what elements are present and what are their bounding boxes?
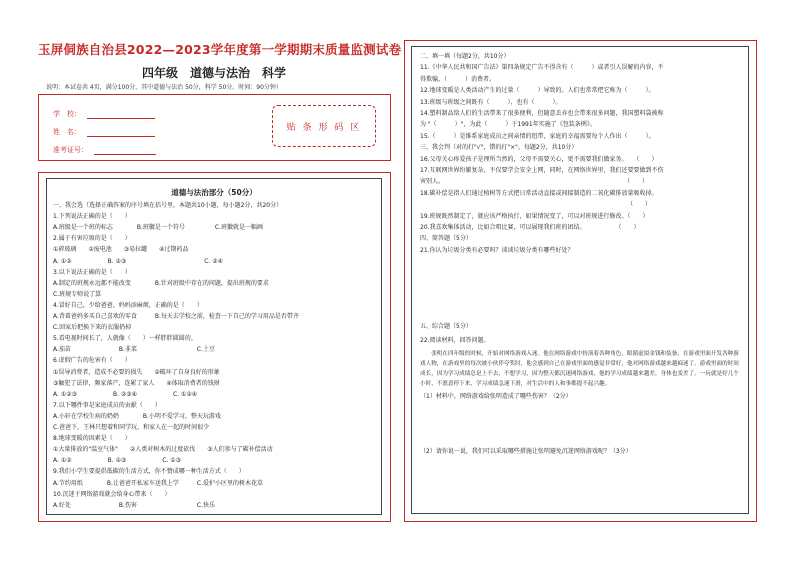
left-line: ③触犯了法律，频家落产，连累了家人 ④体取消费者的钱财 [53, 379, 220, 387]
left-line: A.茄苗 B.韭菜 C.土豆 [53, 346, 216, 354]
right-line: 15.（ ）是维系家庭成员之间亲情的纽带，家庭的幸福需要每个人作出（ ）。 [420, 132, 655, 140]
right-line: 12.地球变暖是人类活动产生的过量（ ）导致的。人们也常常把它称为（ ）。 [420, 87, 655, 95]
left-line: C.班规专师说了算 [53, 290, 102, 298]
left-line: 一、我会选（选择正确答案的序号填在括号里，本题共10小题，每小题2分，共20分） [53, 202, 283, 209]
barcode-area: 贴 条 形 码 区 [272, 105, 376, 147]
left-line: 9.我们小学生要提倡低碳的生活方式，你不赞成哪一种生活方式（ ） [53, 468, 245, 476]
left-line: 6.虚假广告的危害有（ ） [53, 357, 131, 365]
right-line: 害别人。 （ ） [420, 178, 649, 186]
school-field[interactable] [87, 110, 155, 119]
left-line: A.小轩在学校生病的奶奶 B.小明不爱学习，整天玩游戏 [53, 412, 221, 420]
left-panel [38, 172, 391, 522]
left-line: ①大量排放的"温室气体" ②人类对树木的过度砍伐 ③人们参与了碳补偿活动 [53, 446, 273, 454]
left-line: A.制定的班规永远都不能改变 B.针对班级中存在的问题，提出班规的要求 [53, 279, 269, 287]
section-title: 道德与法治部分（50分） [171, 188, 257, 197]
q22-sub2: （2）请你说一说，我们可以采取哪些措施让张明避免沉迷网络游戏呢？（3分） [420, 448, 632, 455]
left-line: ①误导消费者，造成不必要的损失 ②破坏了自身良好的形象 [53, 368, 220, 376]
name-row [53, 127, 155, 137]
school-row [53, 109, 155, 119]
left-line: C.爸爸下，王林只想着和同学玩，和家人在一起的时间很少 [53, 424, 210, 431]
left-line: A. ①② B. ②③ C. ②④ [53, 257, 224, 265]
left-line: 2.属于有害垃圾的是（ ） [53, 235, 131, 243]
left-line: A.节约用纸 B.让爸爸开私家车送我上学 C.爱护小区里的树木花草 [53, 479, 264, 487]
right-line: 四、简答题（5分） [420, 235, 472, 243]
q22-prompt: 22.阅读材料，回答问题。 [420, 337, 490, 344]
exam-note: 说明：本试卷共 4页，满分100分，其中道德与法治 50分，科学 50分。时间：90分钟） [46, 84, 282, 91]
left-line: 4.冒好自己，少给爸爸、妈妈添麻烦，正确的是（ ） [53, 301, 203, 309]
right-line: 18.碳补偿是指人们通过植树等方式把日常活动直接或间接制造的二氧化碳排放量吸收掉。 [420, 189, 658, 197]
left-line: A.背着爸妈多买自己喜欢的零食 B.每天去学校之前，检查一下自己的学习用品是否带齐 [53, 313, 299, 320]
left-line: 3.以下说法正确的是（ ） [53, 268, 131, 276]
left-line: A. ①②③ B. ②③④ C. ①②④ [53, 390, 198, 398]
school-label: 学 校： [53, 110, 81, 118]
name-label: 姓 名： [53, 128, 81, 136]
right-line: 16.父母关心疼爱孩子是理所当然的，父母不需要关心，更不需要我们做家务。 （ ） [420, 155, 658, 163]
left-inner-frame [46, 178, 382, 515]
right-line: 二、填一填（每题2分，共10分） [420, 53, 510, 60]
right-line: 20.我喜欢集体活动，比如合唱比赛，可以展现我们班的团结。 （ ） [420, 224, 640, 231]
right-panel [404, 40, 757, 522]
left-line: 10.沉迷于网络游戏就会给身心带来（ ） [53, 490, 171, 498]
left-line: A. ①② B. ②③ C. ①③ [53, 457, 182, 465]
right-line: 三、我会判（对的打"√"，错的打"×"。每题2分，共10分） [420, 144, 578, 152]
left-line: A.班级是一个班的标志 B.班徽是一个符号 C.班徽就是一幅画 [53, 224, 264, 232]
name-field[interactable] [87, 128, 155, 137]
left-line: A.好处 B.伤害 C.快乐 [53, 501, 216, 509]
left-line: 5.看电视时间长了，人就像（ ）一样胖胖圆圆的。 [53, 335, 197, 343]
exam-title: 玉屏侗族自治县2022—2023学年度第一学期期末质量监测试卷 [38, 42, 402, 57]
left-line: 7.以下哪件事是家庭成员的贡献（ ） [53, 401, 161, 409]
left-line: 8.地球变暖的因素是（ ） [53, 435, 131, 443]
exam-no-field[interactable] [94, 146, 156, 155]
q22-sub1: （1）材料中，网络游戏给张明造成了哪些伤害？（2分） [420, 393, 572, 400]
exam-subtitle: 四年级 道德与法治 科学 [141, 66, 286, 80]
right-line: 为 "（ ）"，为此（ ）于1991年实施了《包装条例》。 [420, 121, 596, 129]
exam-no-label: 准考证号： [53, 146, 88, 154]
reading-material: 张明在四年级的时候，开始对网络游戏入迷。他在网络游戏中扮演着各种角色，眼睛虚拟金钱和装备，在游戏里面开发各种游戏人物，在游戏里的每次被小伙伴夸奖时，他会感到自己在游戏里面的感觉非常好，他对网络游戏越来越痴迷了。游戏里面的时间成长，因为学习成绩总是上不去，不想学习，因为整天都沉迷网络游戏，他的学习成绩越来越差，身体也变差了。一玩就是好几个小时，不愿意停下来，学习成绩急速下滑，对生活中的人和事都提不起兴趣。 [420, 351, 739, 387]
right-line: （ ） [420, 201, 652, 209]
student-info-box [38, 94, 391, 161]
right-line: 11.《中华人民共和国广告法》第四条规定广告不得含有（ ）或者引人误解的内容，不 [420, 64, 664, 72]
right-line: 21.你认为垃圾分类有必要吗？谈谈垃圾分类有哪些好处？ [420, 246, 574, 254]
left-line: 1.下列说法正确的是（ ） [53, 213, 131, 221]
right-line: 得欺骗、（ ）消费者。 [420, 75, 496, 83]
left-line: ①碎玻璃 ②废电池 ③易拉罐 ④过期药品 [53, 246, 189, 254]
exam-no-row [53, 145, 156, 155]
right-line: 14.塑料制品给人们的生活带来了很多便利，但随意丢弃也会带来很多问题，我国塑料袋被称 [420, 110, 664, 117]
left-line: C.回家后把换下来的衣服扔掉 [53, 324, 132, 332]
analysis-heading: 五、综合题（5分） [420, 323, 472, 330]
right-line: 17.互联网世界纷繁复杂，不仅要学会安全上网，同时，在网络世界里，我们还要要做到不伤 [420, 167, 664, 174]
right-line: 19.班规既然制定了，就应该严格执行，如果情况变了，可以对班规进行修改。（ ） [420, 212, 649, 220]
right-inner-frame [411, 46, 749, 514]
right-line: 13.班级与班级之间既有（ ），也有（ ）。 [420, 98, 562, 106]
